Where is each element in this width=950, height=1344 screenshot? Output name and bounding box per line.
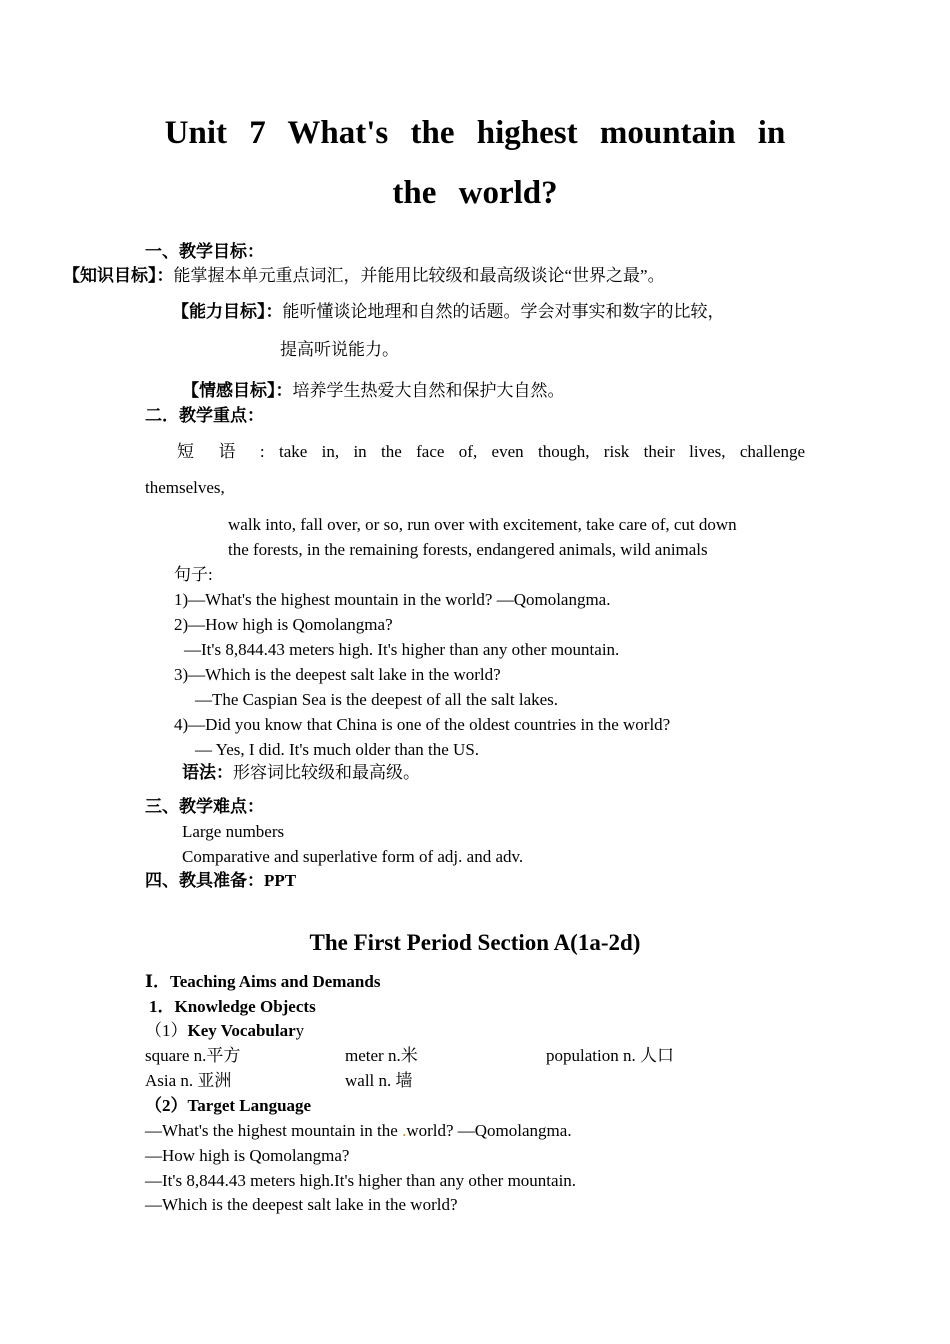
grammar-line [182,762,420,784]
difficulty-2: Comparative and superlative form of adj. and adv. [182,847,524,866]
vocab-square: square n.平方 [145,1046,241,1065]
target-language-heading: （2）Target Language [145,1096,312,1115]
knowledge-text: 能掌握本单元重点词汇，并能用比较级和最高级谈论“世界之最”。 [173,266,665,285]
emotion-label: 【情感目标】： [182,381,293,400]
sentences-label: 句子: [174,565,213,584]
title-line-1: Unit 7 What's the highest mountain in [164,115,786,151]
sentence-4-answer: — Yes, I did. It's much older than the US. [195,740,480,759]
difficulty-1: Large numbers [182,822,285,841]
section-1-heading: 一、教学目标： [145,242,264,261]
target-1-post: world? —Qomolangma. [406,1121,572,1140]
ability-objective [172,301,725,323]
phrases-line-2: themselves, [145,478,225,497]
grammar-label: 语法： [182,763,233,782]
title-line-2: the world? [392,175,558,211]
section-3-heading: 三、教学难点： [145,797,264,816]
sentence-4: 4)—Did you know that China is one of the oldest countries in the world? [174,715,671,734]
key-vocab-tail: y [295,1021,305,1040]
knowledge-label: 【知识目标】： [63,266,174,285]
target-1-pre: —What's the highest mountain in the [145,1121,403,1140]
sentence-1: 1)—What's the highest mountain in the world? —Qomolangma. [174,590,611,609]
vocab-meter: meter n.米 [345,1046,418,1065]
ability-text: 能听懂谈论地理和自然的话题。学会对事实和数字的比较， [282,302,725,321]
knowledge-objects-heading: 1．Knowledge Objects [149,997,316,1016]
vocab-wall: wall n. 墙 [345,1071,413,1090]
key-vocab-number: （1） [145,1021,188,1040]
ability-label: 【能力目标】： [172,302,283,321]
phrases-line-1: 短 语 : take in, in the face of, even though, risk their lives, challenge [177,442,805,461]
sentence-2-answer: —It's 8,844.43 meters high. It's higher than any other mountain. [184,640,620,659]
emotion-text: 培养学生热爱大自然和保护大自然。 [292,381,565,400]
phrases-line-4: the forests, in the remaining forests, endangered animals, wild animals [228,540,708,559]
target-sentence-4: —Which is the deepest salt lake in the world? [145,1195,458,1214]
emotion-objective [182,380,565,402]
key-vocabulary-heading [145,1020,304,1042]
phrases-line-3: walk into, fall over, or so, run over with excitement, take care of, cut down [228,515,737,534]
sentence-3: 3)—Which is the deepest salt lake in the world? [174,665,501,684]
period-title: The First Period Section A(1a-2d) [309,930,641,955]
knowledge-objective [63,265,665,287]
aims-heading: Ⅰ．Teaching Aims and Demands [145,972,381,991]
vocab-asia: Asia n. 亚洲 [145,1071,232,1090]
grammar-text: 形容词比较级和最高级。 [233,763,420,782]
vocab-population: population n. 人口 [546,1046,674,1065]
sentence-3-answer: —The Caspian Sea is the deepest of all the salt lakes. [195,690,559,709]
sentence-2: 2)—How high is Qomolangma? [174,615,393,634]
target-1-dot: . [402,1121,407,1140]
target-sentence-2: —How high is Qomolangma? [145,1146,350,1165]
section-4-heading: 四、教具准备：PPT [145,871,297,890]
section-2-heading: 二．教学重点： [145,406,264,425]
key-vocab-label: Key Vocabular [187,1021,296,1040]
target-sentence-1 [145,1120,572,1142]
ability-text-cont: 提高听说能力。 [280,340,399,359]
target-sentence-3: —It's 8,844.43 meters high.It's higher than any other mountain. [145,1171,577,1190]
